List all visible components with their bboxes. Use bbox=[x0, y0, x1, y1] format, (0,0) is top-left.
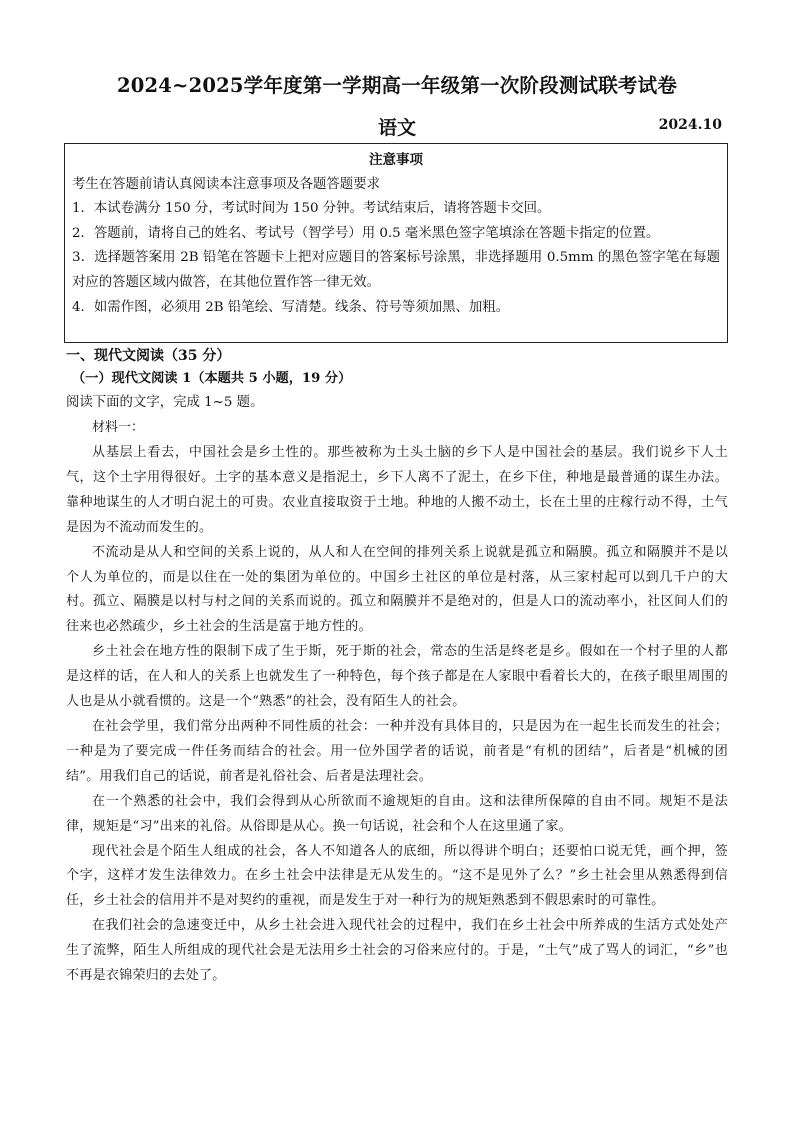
notice-line: 考生在答题前请认真阅读本注意事项及各题答题要求 bbox=[72, 176, 380, 192]
notice-box bbox=[64, 143, 728, 343]
paragraph: 在社会学里，我们常分出两种不同性质的社会：一种并没有具体目的，只是因为在一起生长而发生的社会；一种是为了要完成一件任务而结合的社会。用一位外国学者的话说，前者是“有机的团结”，后者是“机械的团结”。用我们自己的话说，前者是礼俗社会、后者是法理社会。 bbox=[66, 718, 728, 784]
paragraph: 不流动是从人和空间的关系上说的，从人和人在空间的排列关系上说就是孤立和隔膜。孤立和隔膜并不是以个人为单位的，而是以住在一处的集团为单位的。中国乡土社区的单位是村落，从三家村起可以到几千户的大村。孤立、隔膜是以村与村之间的关系而说的。孤立和隔膜并不是绝对的，但是人口的流动率小，社区间人们的往来也必然疏少，乡土社会的生活是富于地方性的。 bbox=[66, 544, 728, 635]
subject-title: 语文 bbox=[377, 117, 416, 139]
subsection-heading: （一）现代文阅读 1（本题共 5 小题，19 分） bbox=[72, 371, 352, 386]
reading-instruction: 阅读下面的文字，完成 1~5 题。 bbox=[66, 395, 264, 410]
exam-title: 2024~2025学年度第一学期高一年级第一次阶段测试联考试卷 bbox=[116, 74, 678, 97]
notice-line: 3．选择题答案用 2B 铅笔在答题卡上把对应题目的答案标号涂黑，非选择题用 0.5mm 的黑色签字笔在每题对应的答题区域内做答，在其他位置作答一律无效。 bbox=[72, 250, 720, 290]
reading-section bbox=[66, 345, 728, 989]
paragraph: 在一个熟悉的社会中，我们会得到从心所欲而不逾规矩的自由。这和法律所保障的自由不同。规矩不是法律，规矩是“习”出来的礼俗。从俗即是从心。换一句话说，社会和个人在这里通了家。 bbox=[66, 793, 728, 834]
notice-title: 注意事项 bbox=[369, 152, 423, 168]
section-heading: 一、现代文阅读（35 分） bbox=[66, 348, 231, 364]
material-label: 材料一： bbox=[92, 420, 145, 435]
exam-date: 2024.10 bbox=[658, 117, 722, 133]
paragraph: 乡土社会在地方性的限制下成了生于斯，死于斯的社会，常态的生活是终老是乡。假如在一个村子里的人都是这样的话，在人和人的关系上也就发生了一种特色，每个孩子都是在人家眼中看着长大的，在孩子眼里周围的人也是从小就看惯的。这是一个“熟悉”的社会，没有陌生人的社会。 bbox=[66, 644, 728, 710]
notice-line: 1．本试卷满分 150 分，考试时间为 150 分钟。考试结束后，请将答题卡交回。 bbox=[72, 201, 551, 217]
notice-line: 4．如需作图，必须用 2B 铅笔绘、写清楚。线条、符号等须加黑、加粗。 bbox=[72, 299, 510, 315]
paragraph: 从基层上看去，中国社会是乡土性的。那些被称为土头土脑的乡下人是中国社会的基层。我们说乡下人土气，这个土字用得很好。土字的基本意义是指泥土，乡下人离不了泥土，在乡下住，种地是最普通的谋生办法。靠种地谋生的人才明白泥土的可贵。农业直接取资于土地。种地的人搬不动土，长在土里的庄稼行动不得，土气是因为不流动而发生的。 bbox=[66, 445, 728, 535]
notice-line: 2．答题前，请将自己的姓名、考试号（智学号）用 0.5 毫米黑色签字笔填涂在答题卡指定的位置。 bbox=[72, 225, 660, 241]
paragraph: 在我们社会的急速变迁中，从乡土社会进入现代社会的过程中，我们在乡土社会中所养成的生活方式处处产生了流弊，陌生人所组成的现代社会是无法用乡土社会的习俗来应付的。于是，“土气”成了骂人的词汇，“乡”也不再是衣锦荣归的去处了。 bbox=[66, 918, 728, 984]
paragraph: 现代社会是个陌生人组成的社会，各人不知道各人的底细，所以得讲个明白；还要怕口说无凭，画个押，签个字，这样才发生法律效力。在乡土社会中法律是无从发生的。“这不是见外了么？”乡土社会里从熟悉得到信任，乡土社会的信用并不是对契约的重视，而是发生于对一种行为的规矩熟悉到不假思索时的可靠性。 bbox=[66, 843, 728, 909]
